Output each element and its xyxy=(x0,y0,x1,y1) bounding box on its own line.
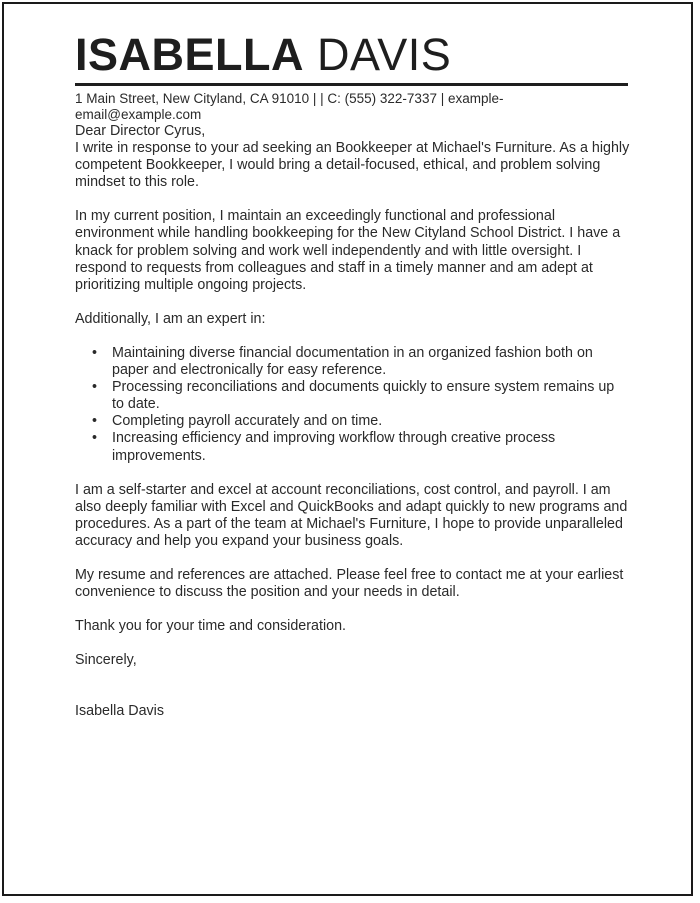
signature-name: Isabella Davis xyxy=(75,703,164,720)
bullet-icon: • xyxy=(92,344,98,361)
bullet-icon: • xyxy=(92,430,98,447)
list-item xyxy=(75,413,630,430)
list-item-text: Processing reconciliations and documents quickly to ensure system remains up to date. xyxy=(112,379,615,413)
paragraph-skills: I am a self-starter and excel at account reconciliations, cost control, and payroll. I am also deeply familiar with Excel and QuickBooks and adapt quickly to new programs and procedures. As a part of the team at Michael's Furniture, I hope to provide unparalleled accuracy and help you expand your business goals. xyxy=(75,481,628,549)
bullet-icon: • xyxy=(92,413,98,430)
letter-body xyxy=(75,123,630,720)
paragraph-spacer xyxy=(75,550,630,567)
applicant-name xyxy=(75,30,630,80)
list-item xyxy=(75,379,630,413)
list-item xyxy=(75,345,630,379)
paragraph-spacer xyxy=(75,328,630,345)
paragraph-spacer xyxy=(75,294,630,311)
list-item-text: Maintaining diverse financial documentation in an organized fashion both on paper and electronically for easy reference. xyxy=(112,344,593,379)
paragraph-spacer xyxy=(75,465,630,482)
salutation: Dear Director Cyrus, xyxy=(75,123,206,139)
header-divider xyxy=(75,83,628,86)
bullet-icon: • xyxy=(92,379,98,396)
paragraph-spacer xyxy=(75,601,630,618)
expertise-list xyxy=(75,345,630,465)
last-name: DAVIS xyxy=(317,29,452,80)
paragraph-current-position: In my current position, I maintain an exceedingly functional and professional environment while handling bookkeeping for the New Cityland School District. I have a knack for problem solving and work well independently and with little oversight. I respond to requests from colleagues and staff in a timely manner and am adept at prioritizing multiple ongoing projects. xyxy=(75,208,621,293)
paragraph-resume: My resume and references are attached. Please feel free to contact me at your earliest convenience to discuss the position and your needs in detail. xyxy=(75,566,624,601)
contact-info: 1 Main Street, New Cityland, CA 91010 | | C: (555) 322-7337 | example-email@example.com xyxy=(75,91,504,122)
list-item-text: Completing payroll accurately and on time. xyxy=(112,413,383,430)
cover-letter xyxy=(75,30,630,720)
thanks-line: Thank you for your time and consideration. xyxy=(75,618,346,635)
list-item xyxy=(75,430,630,464)
list-intro: Additionally, I am an expert in: xyxy=(75,310,266,327)
first-name: ISABELLA xyxy=(75,29,304,80)
list-item-text: Increasing efficiency and improving workflow through creative process improvements. xyxy=(112,430,556,464)
paragraph-opening: I write in response to your ad seeking an Bookkeeper at Michael's Furniture. As a highly competent Bookkeeper, I would bring a detail-focused, ethical, and problem solving mindset to this role. xyxy=(75,140,630,191)
closing: Sincerely, xyxy=(75,652,137,669)
paragraph-spacer xyxy=(75,191,630,208)
paragraph-spacer xyxy=(75,635,630,652)
